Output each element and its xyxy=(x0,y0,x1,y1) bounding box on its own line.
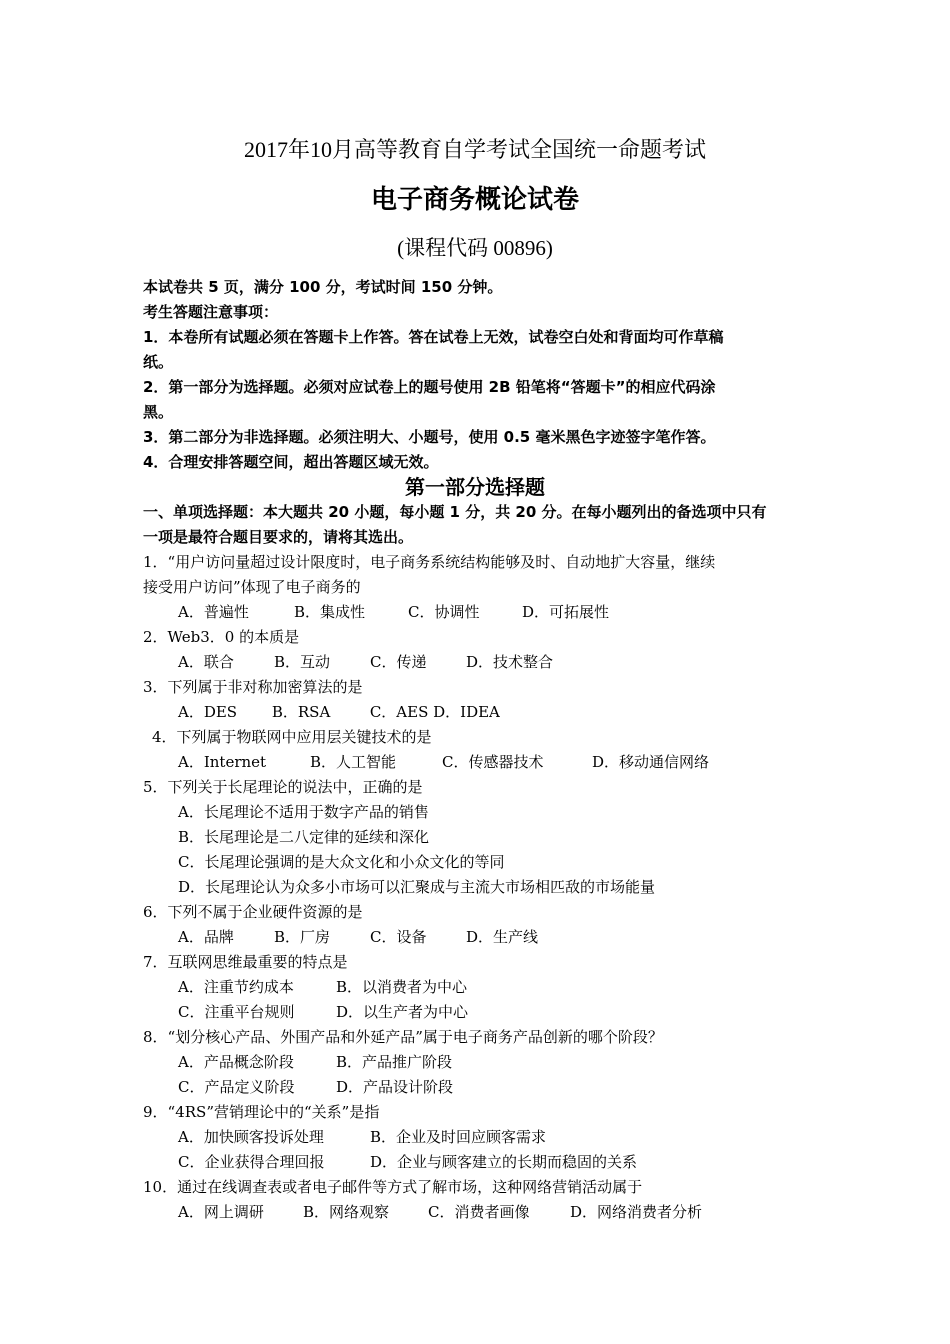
question-5-option-b: B．长尾理论是二八定律的延续和深化 xyxy=(178,828,430,846)
option-d: D．技术整合 xyxy=(466,653,554,671)
option-d: D．以生产者为中心 xyxy=(336,1003,469,1021)
question-6: 6．下列不属于企业硬件资源的是 xyxy=(143,903,363,921)
question-3-options: A．DES B．RSA C．AES D．IDEA xyxy=(178,703,500,721)
question-8: 8．“划分核心产品、外围产品和外延产品”属于电子商务产品创新的哪个阶段？ xyxy=(143,1028,663,1046)
option-a: A．加快顾客投诉处理 xyxy=(178,1128,324,1146)
option-b: B．企业及时回应顾客需求 xyxy=(370,1128,547,1146)
section-instructions-cont: 一项是最符合题目要求的，请将其选出。 xyxy=(143,528,414,546)
option-c: C．传感器技术 xyxy=(442,753,544,771)
option-b: B．人工智能 xyxy=(310,753,397,771)
notice-item-3: 3．第二部分为非选择题。必须注明大、小题号，使用 0.5 毫米黑色字迹签字笔作答。 xyxy=(143,428,716,446)
paper-title: 电子商务概论试卷 xyxy=(370,185,579,215)
question-9-options-row2 xyxy=(178,1152,637,1172)
notice-item-2: 2．第一部分为选择题。必须对应试卷上的题号使用 2B 铅笔将“答题卡”的相应代码涂 xyxy=(143,378,716,396)
question-2-options xyxy=(178,652,553,672)
option-b: B．产品推广阶段 xyxy=(336,1053,453,1071)
question-1-options xyxy=(178,602,609,622)
question-4-options xyxy=(178,752,709,772)
question-5: 5．下列关于长尾理论的说法中，正确的是 xyxy=(143,778,423,796)
option-b: B．以消费者为中心 xyxy=(336,978,468,996)
question-8-options-row1 xyxy=(178,1052,452,1072)
question-1-cont: 接受用户访问”体现了电子商务的 xyxy=(143,578,361,596)
question-5-option-a: A．长尾理论不适用于数字产品的销售 xyxy=(178,803,429,821)
option-b: B．网络观察 xyxy=(303,1203,390,1221)
option-c: C．传递 xyxy=(370,653,427,671)
exam-header: 2017年10月高等教育自学考试全国统一命题考试 xyxy=(243,137,706,162)
option-c: C．协调性 xyxy=(408,603,480,621)
question-9: 9．“4RS”营销理论中的“关系”是指 xyxy=(143,1103,380,1121)
option-c: C．设备 xyxy=(370,928,427,946)
notice-summary: 本试卷共 5 页，满分 100 分，考试时间 150 分钟。 xyxy=(143,278,503,296)
option-d: D．生产线 xyxy=(466,928,539,946)
question-5-option-c: C．长尾理论强调的是大众文化和小众文化的等同 xyxy=(178,853,505,871)
course-code: (课程代码 00896) xyxy=(397,236,553,260)
part-one-title: 第一部分选择题 xyxy=(405,475,545,499)
question-4: 4．下列属于物联网中应用层关键技术的是 xyxy=(152,728,432,746)
question-10-options xyxy=(178,1202,702,1222)
notice-item-1: 1．本卷所有试题必须在答题卡上作答。答在试卷上无效，试卷空白处和背面均可作草稿 xyxy=(143,328,724,346)
question-8-options-row2 xyxy=(178,1077,453,1097)
option-a: A．品牌 xyxy=(178,928,234,946)
option-c: C．消费者画像 xyxy=(428,1203,530,1221)
option-c: C．注重平台规则 xyxy=(178,1003,295,1021)
question-2: 2．Web3．0 的本质是 xyxy=(143,628,300,646)
question-1: 1．“用户访问量超过设计限度时，电子商务系统结构能够及时、自动地扩大容量，继续 xyxy=(143,553,716,571)
question-5-option-d: D．长尾理论认为众多小市场可以汇聚成与主流大市场相匹敌的市场能量 xyxy=(178,878,656,896)
option-b: B．集成性 xyxy=(294,603,366,621)
option-d: D．产品设计阶段 xyxy=(336,1078,454,1096)
question-6-options xyxy=(178,927,538,947)
notice-heading: 考生答题注意事项： xyxy=(143,303,279,321)
option-d: D．网络消费者分析 xyxy=(570,1203,703,1221)
option-d: D．企业与顾客建立的长期而稳固的关系 xyxy=(370,1153,638,1171)
question-9-options-row1 xyxy=(178,1127,546,1147)
option-a: A．Internet xyxy=(178,753,267,771)
option-a: A．联合 xyxy=(178,653,234,671)
option-b: B．互动 xyxy=(274,653,331,671)
option-d: D．可拓展性 xyxy=(522,603,610,621)
option-b: B．厂房 xyxy=(274,928,331,946)
notice-item-2-cont: 黑。 xyxy=(143,403,174,421)
question-7-options-row2 xyxy=(178,1002,468,1022)
option-d: D．移动通信网络 xyxy=(592,753,710,771)
notice-item-1-cont: 纸。 xyxy=(143,353,174,371)
option-a: A．注重节约成本 xyxy=(178,978,294,996)
option-c: C．企业获得合理回报 xyxy=(178,1153,325,1171)
question-7-options-row1 xyxy=(178,977,467,997)
question-3: 3．下列属于非对称加密算法的是 xyxy=(143,678,363,696)
notice-item-4: 4．合理安排答题空间，超出答题区域无效。 xyxy=(143,453,439,471)
option-a: A．产品概念阶段 xyxy=(178,1053,294,1071)
option-a: A．普遍性 xyxy=(178,603,249,621)
question-7: 7．互联网思维最重要的特点是 xyxy=(143,953,348,971)
option-a: A．网上调研 xyxy=(178,1203,264,1221)
question-10: 10．通过在线调查表或者电子邮件等方式了解市场，这种网络营销活动属于 xyxy=(143,1178,643,1196)
option-c: C．产品定义阶段 xyxy=(178,1078,295,1096)
section-instructions: 一、单项选择题：本大题共 20 小题，每小题 1 分，共 20 分。在每小题列出的备选项中只有 xyxy=(143,503,767,521)
